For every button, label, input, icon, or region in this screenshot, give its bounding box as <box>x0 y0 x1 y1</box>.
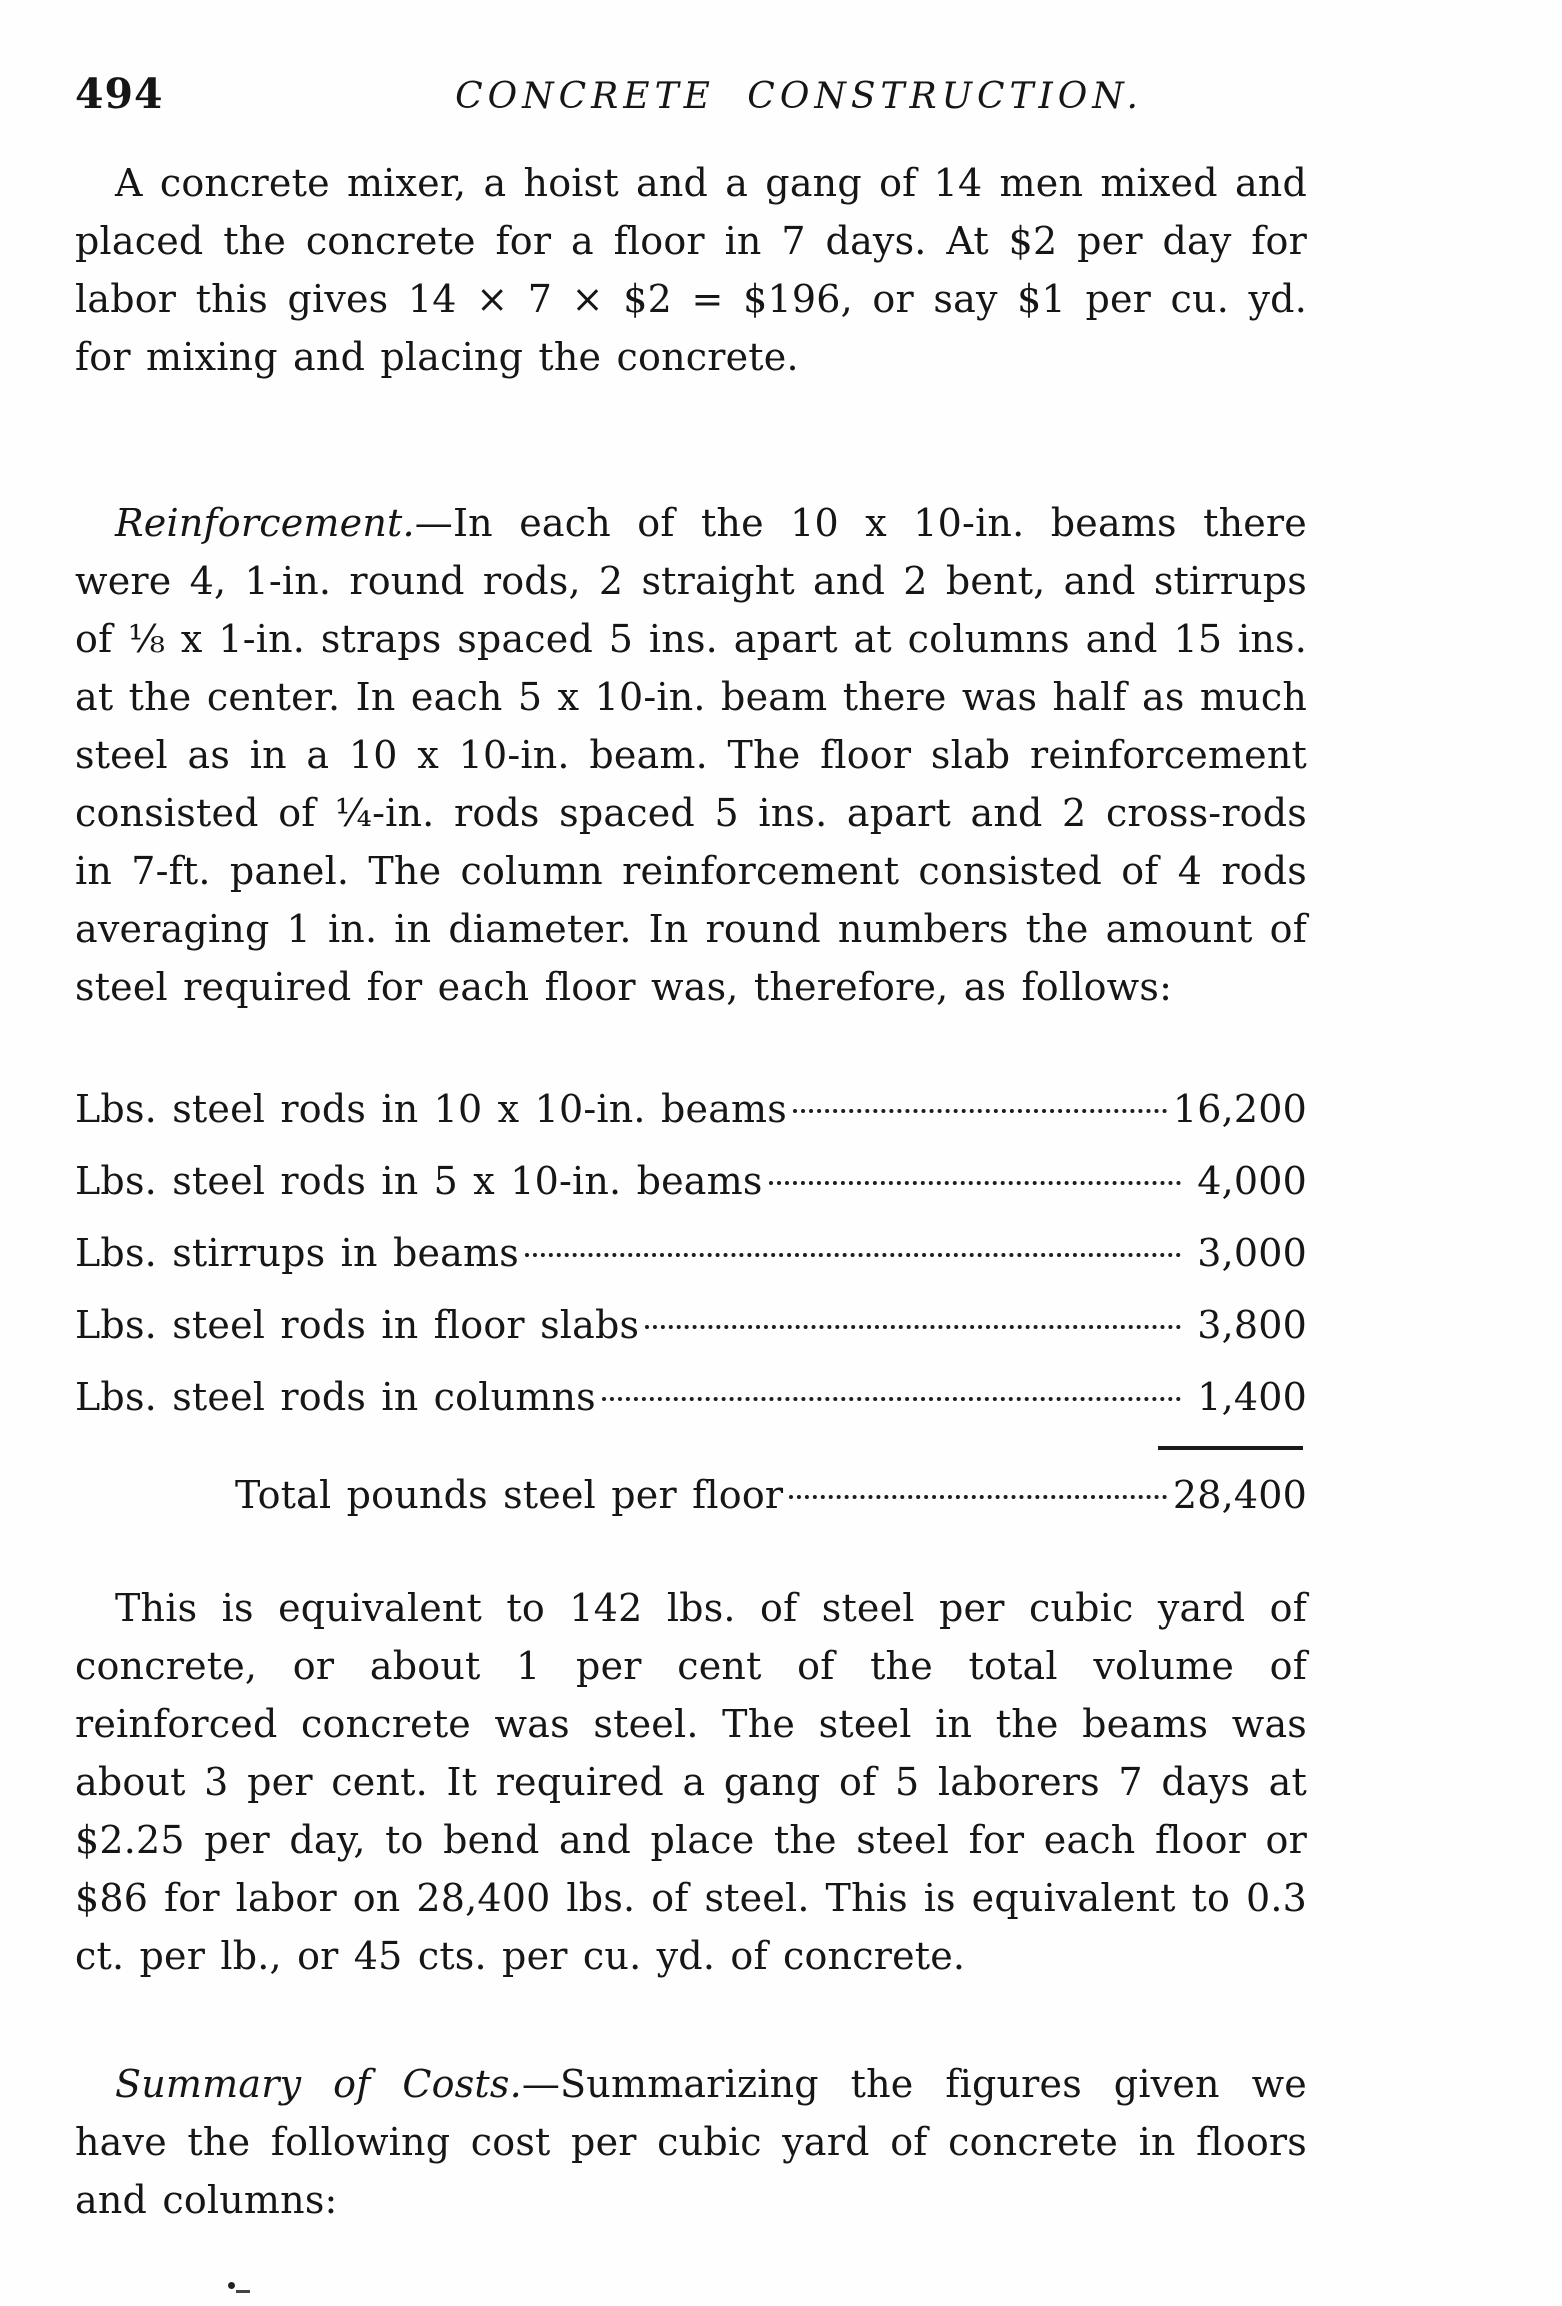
paragraph-text: —In each of the 10 x 10-in. beams there were 4, 1-in. round rods, 2 straight and 2 bent, and stirrups of ⅛ x 1-in. straps spaced 5 ins. apart at columns and 15 ins. at the center. In each 5 x 10-in. beam there was half as much steel as in a 10 x 10-in. beam. The floor slab reinforcement consisted of ¼-in. rods spaced 5 ins. apart and 2 cross-rods in 7-ft. panel. The column reinforcement consisted of 4 rods averaging 1 in. in diameter. In round numbers the amount of steel required for each floor was, therefore, as follows: <box>75 501 1307 1009</box>
paragraph-text: A concrete mixer, a hoist and a gang of 14 men mixed and placed the concrete for a floor in 7 days. At $2 per day for labor this gives 14 × 7 × $2 = $196, or say $1 per cu. yd. for mixing and placing the concrete. <box>75 161 1307 379</box>
row-value: 4,000 <box>1197 1159 1307 1203</box>
row-label: Lbs. steel rods in 5 x 10-in. beams <box>75 1159 763 1203</box>
page-body <box>75 154 1307 2229</box>
paragraph-reinforcement <box>75 494 1307 1016</box>
smudge-dot <box>228 2282 235 2289</box>
dotted-leader <box>789 1495 1167 1499</box>
paragraph-steel-cost <box>75 1579 1307 1985</box>
paragraph-mixing-cost <box>75 154 1307 386</box>
table-row <box>75 1296 1307 1354</box>
row-value: 3,000 <box>1197 1231 1307 1275</box>
paragraph-lead-summary: Summary of Costs. <box>115 2062 522 2106</box>
paragraph-text: —Summarizing the figures given we have the following cost per cubic yard of concrete in floors and columns: <box>75 2062 1307 2222</box>
dotted-leader <box>793 1109 1167 1113</box>
page-number: 494 <box>75 70 164 118</box>
dotted-leader <box>769 1181 1181 1185</box>
row-label: Lbs. steel rods in floor slabs <box>75 1303 640 1347</box>
paragraph-text: This is equivalent to 142 lbs. of steel per cubic yard of concrete, or about 1 per cent of the total volume of reinforced concrete was steel. The steel in the beams was about 3 per cent. It required a gang of 5 laborers 7 days at $2.25 per day, to bend and place the steel for each floor or $86 for labor on 28,400 lbs. of steel. This is equivalent to 0.3 ct. per lb., or 45 cts. per cu. yd. of concrete. <box>75 1586 1307 1978</box>
page-header <box>75 70 1307 122</box>
dotted-leader <box>525 1253 1181 1257</box>
table-row <box>75 1152 1307 1210</box>
ink-smudge <box>228 2282 254 2294</box>
dotted-leader <box>645 1325 1181 1329</box>
total-label: Total pounds steel per floor <box>235 1473 784 1517</box>
table-total-row <box>75 1466 1307 1524</box>
total-value: 28,400 <box>1172 1473 1307 1517</box>
smudge-dash <box>236 2290 250 2293</box>
row-value: 16,200 <box>1172 1087 1307 1131</box>
row-value: 3,800 <box>1197 1303 1307 1347</box>
dotted-leader <box>602 1397 1181 1401</box>
table-row <box>75 1080 1307 1138</box>
paragraph-summary-of-costs <box>75 2055 1307 2229</box>
row-label: Lbs. steel rods in columns <box>75 1375 596 1419</box>
row-label: Lbs. steel rods in 10 x 10-in. beams <box>75 1087 787 1131</box>
paragraph-lead-reinforcement: Reinforcement. <box>115 501 415 545</box>
sum-rule <box>1158 1446 1303 1450</box>
table-row <box>75 1224 1307 1282</box>
row-label: Lbs. stirrups in beams <box>75 1231 519 1275</box>
row-value: 1,400 <box>1197 1375 1307 1419</box>
steel-quantities-table <box>75 1080 1307 1524</box>
running-title: CONCRETE CONSTRUCTION. <box>455 76 1143 117</box>
table-row <box>75 1368 1307 1426</box>
